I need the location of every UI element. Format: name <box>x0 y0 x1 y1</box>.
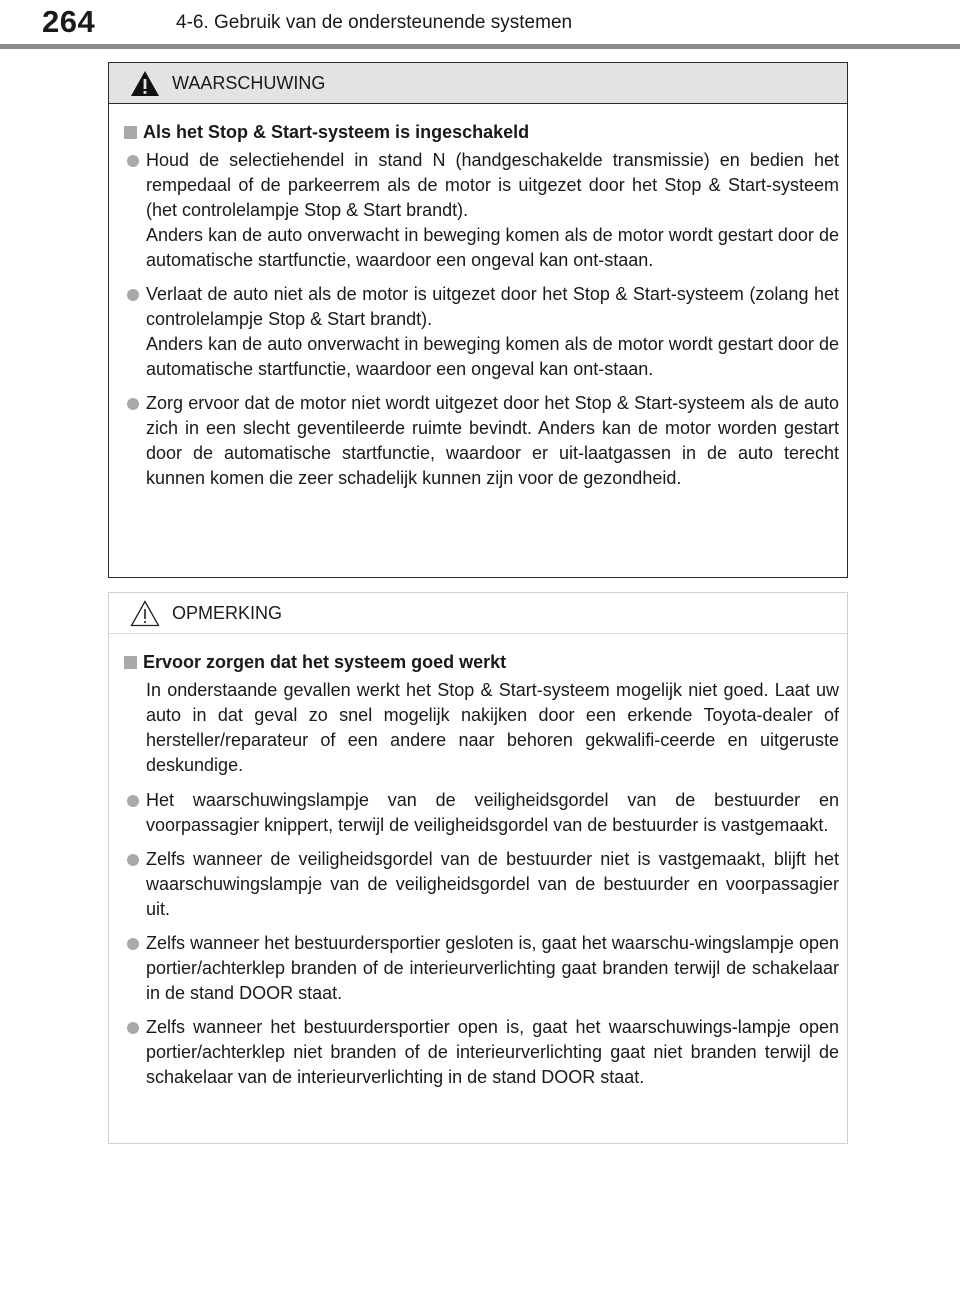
warning-title: WAARSCHUWING <box>172 73 326 93</box>
warning-box <box>108 62 848 578</box>
list-item-consequence: Anders kan de auto onverwacht in beweging komen als de motor wordt gestart door de automatische startfunctie, waardoor een ongeval kan ont-staan. <box>146 334 839 379</box>
header-rule <box>0 44 960 49</box>
notice-header <box>109 593 847 634</box>
list-item-text: Zelfs wanneer het bestuurdersportier gesloten is, gaat het waarschu-wingslampje open portier/achterklep branden of de interieurverlichting gaat branden terwijl de schakelaar in de stand DOOR staat. <box>146 933 839 1003</box>
list-item-consequence: Anders kan de auto onverwacht in beweging komen als de motor wordt gestart door de automatische startfunctie, waardoor een ongeval kan ont-staan. <box>146 225 839 270</box>
notice-title: OPMERKING <box>172 603 283 623</box>
square-bullet-icon <box>124 656 137 669</box>
list-item-text: Het waarschuwingslampje van de veiligheidsgordel van de bestuurder en voorpassagier knippert, terwijl de veiligheidsgordel van de bestuurder is vastgemaakt. <box>146 790 839 835</box>
list-item <box>123 847 839 922</box>
round-bullet-icon <box>127 854 139 866</box>
list-item <box>123 931 839 1006</box>
warning-heading <box>123 120 839 145</box>
notice-heading-text: Ervoor zorgen dat het systeem goed werkt <box>143 652 507 672</box>
round-bullet-icon <box>127 155 139 167</box>
warning-heading-text: Als het Stop & Start-systeem is ingeschakeld <box>143 122 530 142</box>
square-bullet-icon <box>124 126 137 139</box>
list-item-text: Zelfs wanneer het bestuurdersportier open is, gaat het waarschuwings-lampje open portier/achterklep niet branden of de interieurverlichting gaat niet branden terwijl de schakelaar van de interieurverlichting in de stand DOOR staat. <box>146 1017 839 1087</box>
section-title: 4-6. Gebruik van de ondersteunende systemen <box>176 12 573 33</box>
notice-body <box>109 634 847 1090</box>
list-item <box>123 788 839 838</box>
list-item <box>123 148 839 273</box>
caution-outline-triangle-icon <box>130 600 160 627</box>
list-item-text: Zelfs wanneer de veiligheidsgordel van de bestuurder niet is vastgemaakt, blijft het waarschuwingslampje van de veiligheidsgordel van de bestuurder en voorpassagier uit. <box>146 849 839 919</box>
round-bullet-icon <box>127 938 139 950</box>
round-bullet-icon <box>127 289 139 301</box>
list-item <box>123 1015 839 1090</box>
round-bullet-icon <box>127 795 139 807</box>
round-bullet-icon <box>127 398 139 410</box>
list-item-text: Houd de selectiehendel in stand N (handgeschakelde transmissie) en bedien het rempedaal of de parkeerrem als de motor is uitgezet door het Stop & Start-systeem (het controlelampje Stop & Start brandt). <box>146 150 839 220</box>
list-item-text: Zorg ervoor dat de motor niet wordt uitgezet door het Stop & Start-systeem als de auto zich in een slecht geventileerde ruimte bevindt. Anders kan de motor worden gestart door de automatische startfunctie, waardoor er uit-laatgassen in de auto terecht kunnen komen die zeer schadelijk kunnen zijn voor de gezondheid. <box>146 393 839 488</box>
list-item-text: Verlaat de auto niet als de motor is uitgezet door het Stop & Start-systeem (zolang het controlelampje Stop & Start brandt). <box>146 284 839 329</box>
warning-triangle-icon <box>130 70 160 97</box>
page-header <box>0 0 960 50</box>
list-item <box>123 282 839 382</box>
warning-header <box>109 63 847 104</box>
round-bullet-icon <box>127 1022 139 1034</box>
notice-heading <box>123 650 839 675</box>
notice-box <box>108 592 848 1144</box>
notice-intro: In onderstaande gevallen werkt het Stop & Start-systeem mogelijk niet goed. Laat uw auto in dat geval zo snel mogelijk nakijken door een erkende Toyota-dealer of hersteller/reparateur of een andere naar behoren gekwalifi-ceerde en uitgeruste deskundige. <box>146 680 839 775</box>
list-item <box>123 391 839 491</box>
warning-body <box>109 104 847 491</box>
page-number: 264 <box>42 4 96 39</box>
